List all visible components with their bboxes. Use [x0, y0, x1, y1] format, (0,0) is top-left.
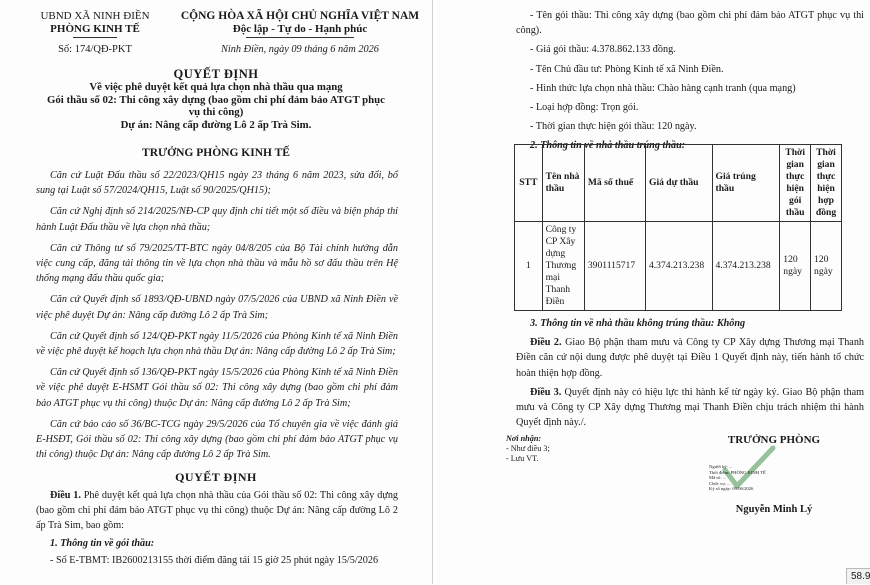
tbmt-line: - Số E-TBMT: IB2600213155 thời điểm đăng tải 15 giờ 25 phút ngày 15/5/2026	[50, 554, 379, 566]
digital-signature-stamp	[703, 442, 813, 500]
legal-bases	[36, 168, 398, 468]
article-label: Điều 3.	[530, 386, 562, 398]
signer-title: TRƯỞNG PHÒNG	[727, 434, 821, 446]
article-label: Điều 2.	[530, 337, 562, 349]
package-price: - Giá gói thầu: 4.378.862.133 đồng.	[530, 44, 676, 56]
issuing-authority: TRƯỞNG PHÒNG KINH TẾ	[142, 147, 290, 159]
col-header: Thời gian thực hiện hợp đồng	[811, 145, 842, 222]
col-header: Giá dự thầu	[645, 145, 712, 222]
page-number: 58.9	[846, 568, 870, 584]
divider	[73, 37, 117, 38]
article-1	[36, 488, 398, 568]
recipient: - Lưu VT.	[506, 454, 539, 463]
decision-page-2	[436, 0, 870, 584]
table-cell: 4.374.213.238	[645, 222, 712, 311]
package-info	[516, 8, 864, 154]
article-text: Giao Bộ phận tham mưu và Công ty CP Xây dựng Thương mại Thanh Điền căn cứ nội dung được phê duyệt tại Điều 1 Quyết định này, tiến hành tổ chức hoàn thiện hợp đồng.	[516, 337, 865, 379]
legal-basis: Căn cứ Thông tư số 79/2025/TT-BTC ngày 04/8/205 của Bộ Tài chính hướng dẫn việc cung cấp, đăng tải thông tin về lựa chọn nhà thầu và mẫu hồ sơ đấu thầu trên Hệ thống mạng đấu thầu quốc gia;	[36, 242, 398, 285]
table-header-row	[515, 145, 842, 222]
table-cell: 4.374.213.238	[712, 222, 780, 311]
legal-basis: Căn cứ Luật Đấu thầu số 22/2023/QH15 ngày 23 tháng 6 năm 2023, sửa đổi, bổ sung tại Luật số 57/2024/QH15, Luật số 90/2025/QH15);	[36, 170, 398, 197]
article-text: Quyết định này có hiệu lực thi hành kể từ ngày ký. Giao Bộ phận tham mưu và Công ty CP Xây dựng Thương mại Thanh Điền chịu trách nhiệm thi hành Quyết định này./.	[516, 386, 865, 429]
selection-method: - Hình thức lựa chọn nhà thầu: Chào hàng cạnh tranh (qua mạng)	[530, 82, 796, 94]
subject-package: Gói thầu số 02: Thi công xây dựng (bao gồm chi phí đảm bảo ATGT phục vụ thi công)	[47, 93, 385, 119]
nation-name: CỘNG HÒA XÃ HỘI CHỦ NGHĨA VIỆT NAM	[180, 10, 420, 22]
section-heading: 2. Thông tin về nhà thầu trúng thầu:	[530, 140, 686, 152]
col-header: Mã số thuế	[584, 145, 645, 222]
col-header: STT	[515, 145, 543, 222]
section-heading: 1. Thông tin về gói thầu:	[50, 537, 155, 549]
place-date: Ninh Điền, ngày 09 tháng 6 năm 2026	[221, 44, 379, 55]
recipient: - Như điều 3;	[506, 444, 550, 453]
package-duration: - Thời gian thực hiện gói thầu: 120 ngày.	[530, 121, 697, 133]
contract-type: - Loại hợp đồng: Trọn gói.	[530, 102, 639, 114]
legal-basis: Căn cứ Quyết định số 136/QĐ-PKT ngày 15/5/2026 của Phòng Kinh tế xã Ninh Điền về việc phê duyệt E-HSMT Gói thầu số 02: Thi công xây dựng (bao gồm chi phí đảm bảo ATGT phục vụ thi công) thuộc Dự án: Nâng cấp đường Lô 2 ấp Trà Sim;	[36, 367, 398, 409]
signer-name: Nguyễn Minh Lý	[735, 504, 813, 515]
legal-basis: Căn cứ báo cáo số 36/BC-TCG ngày 29/5/2026 của Tổ chuyên gia về việc đánh giá E-HSĐT, Gói thầu số 02: Thi công xây dựng (bao gồm chi phí đảm bảo ATGT phục vụ thi công) thuộc Dự án: Nâng cấp đường Lô 2 ấp Trà Sim.	[36, 418, 398, 461]
article-text: Phê duyệt kết quả lựa chọn nhà thầu của Gói thầu số 02: Thi công xây dựng (bao gồm chi phí đảm bảo ATGT phục vụ thi công) thuộc Dự án: Nâng cấp đường Lô 2 ấp Trà Sim, bao gồm:	[36, 490, 399, 532]
table-cell: 120 ngày	[811, 222, 842, 311]
table-cell: 3901115717	[584, 222, 645, 311]
stamp-line: Thời điểm: PHÒNG KINH TẾ	[709, 469, 766, 475]
divider	[246, 37, 354, 38]
decision-page-1	[0, 0, 433, 584]
winning-contractor-table	[514, 144, 842, 311]
issuer-header	[20, 10, 170, 56]
table-row	[515, 222, 842, 311]
legal-basis: Căn cứ Quyết định số 124/QĐ-PKT ngày 11/5/2026 của Phòng Kinh tế xã Ninh Điền về việc phê duyệt kế hoạch lựa chọn nhà thầu Dự án: Nâng cấp đường Lô 2 ấp Trà Sim;	[36, 330, 398, 358]
legal-basis: Căn cứ Nghị định số 214/2025/NĐ-CP quy định chi tiết một số điều và biện pháp thi hành Luật Đấu thầu về lựa chọn nhà thầu;	[36, 206, 398, 233]
stamp-line: Ký số ngày: 09/06/2026	[709, 486, 754, 492]
stamp-line: Mã số: ...	[709, 475, 727, 481]
subject-line: Về việc phê duyệt kết quả lựa chọn nhà thầu qua mạng	[89, 81, 343, 93]
table-cell: Công ty CP Xây dựng Thương mại Thanh Điền	[542, 222, 584, 311]
document-subject	[40, 81, 392, 131]
document-number: Số: 174/QĐ-PKT	[58, 44, 132, 55]
table-cell: 1	[515, 222, 543, 311]
table-cell: 120 ngày	[780, 222, 811, 311]
recipients-block	[506, 434, 666, 464]
document-title: QUYẾT ĐỊNH	[173, 67, 259, 81]
national-motto: Độc lập - Tự do - Hạnh phúc	[232, 23, 368, 35]
stamp-line: Chức vụ: ...	[709, 480, 731, 486]
decision-heading: QUYẾT ĐỊNH	[175, 470, 257, 484]
issuer-org: UBND XÃ NINH ĐIỀN	[40, 10, 150, 22]
package-name: - Tên gói thầu: Thi công xây dựng (bao gồm chi phí đảm bảo ATGT phục vụ thi công).	[516, 10, 864, 37]
col-header: Giá trúng thầu	[712, 145, 780, 222]
national-header	[180, 10, 420, 56]
subject-project: Dự án: Nâng cấp đường Lô 2 ấp Trà Sim.	[120, 118, 312, 131]
article-label: Điều 1.	[50, 490, 81, 501]
recipients-label: Nơi nhận:	[506, 434, 542, 443]
legal-basis: Căn cứ Quyết định số 1893/QĐ-UBND ngày 07/5/2026 của UBND xã Ninh Điền về việc phê duyệt Dự án: Nâng cấp đường Lô 2 ấp Trà Sim;	[36, 294, 398, 321]
investor-name: - Tên Chủ đầu tư: Phòng Kinh tế xã Ninh Điền.	[530, 63, 724, 75]
section-heading: 3. Thông tin về nhà thầu không trúng thầu: Không	[530, 318, 746, 329]
issuer-dept: PHÒNG KINH TẾ	[50, 23, 140, 35]
articles-2-3	[516, 316, 864, 430]
col-header: Thời gian thực hiện gói thầu	[780, 145, 811, 222]
stamp-text	[709, 464, 813, 492]
col-header: Tên nhà thầu	[542, 145, 584, 222]
stamp-line: Người ký: ...	[709, 464, 733, 469]
